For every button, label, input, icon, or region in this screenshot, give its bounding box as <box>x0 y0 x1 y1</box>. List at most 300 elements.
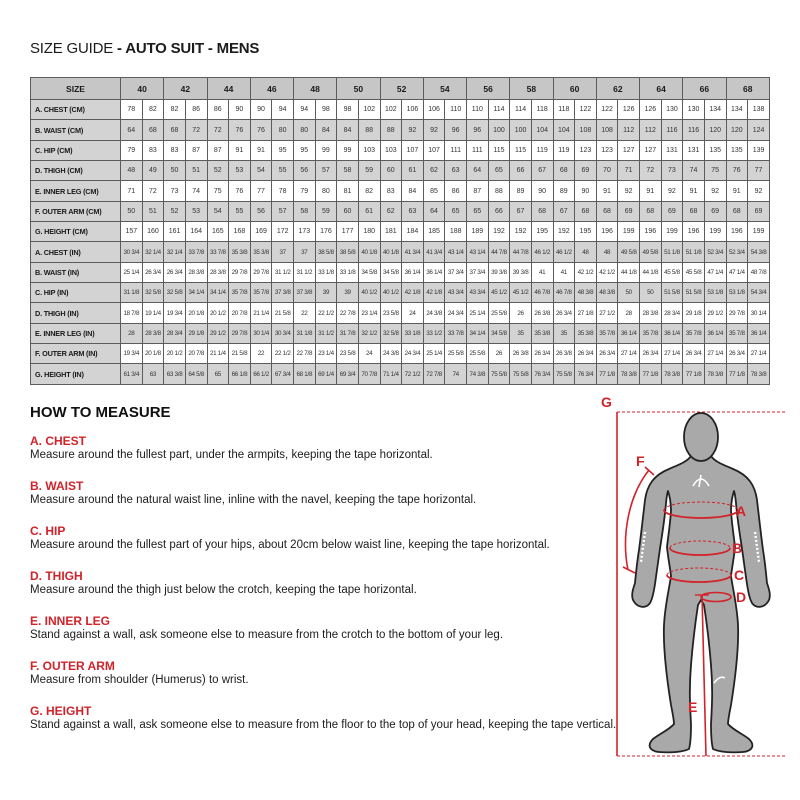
value-cell: 196 <box>640 222 662 242</box>
value-cell: 75 <box>704 161 726 181</box>
size-column-header: 52 <box>380 78 423 100</box>
value-cell: 28 <box>121 323 143 343</box>
value-cell: 61 3/4 <box>121 364 143 385</box>
value-cell: 68 <box>164 120 186 140</box>
value-cell: 31 1/2 <box>272 262 294 282</box>
value-cell: 95 <box>272 140 294 160</box>
value-cell: 44 7/8 <box>488 242 510 262</box>
value-cell: 43 3/4 <box>445 283 467 303</box>
value-cell: 40 1/8 <box>380 242 402 262</box>
value-cell: 56 <box>250 201 272 221</box>
value-cell: 126 <box>618 100 640 120</box>
value-cell: 26 3/4 <box>726 344 748 364</box>
value-cell: 68 <box>683 201 705 221</box>
value-cell: 37 3/4 <box>445 262 467 282</box>
value-cell: 25 1/4 <box>121 262 143 282</box>
value-cell: 100 <box>510 120 532 140</box>
value-cell: 78 3/8 <box>704 364 726 385</box>
row-label-cell: E. INNER LEG (IN) <box>31 323 121 343</box>
size-table-row <box>31 161 770 181</box>
value-cell: 35 <box>510 323 532 343</box>
value-cell: 35 7/8 <box>683 323 705 343</box>
value-cell: 161 <box>164 222 186 242</box>
value-cell: 92 <box>748 181 770 201</box>
value-cell: 79 <box>294 181 316 201</box>
figure-label-hip: C <box>734 567 745 583</box>
value-cell: 66 1/8 <box>229 364 251 385</box>
value-cell: 119 <box>531 140 553 160</box>
value-cell: 82 <box>142 100 164 120</box>
value-cell: 92 <box>661 181 683 201</box>
value-cell: 24 3/4 <box>402 344 424 364</box>
value-cell: 51 1/8 <box>683 242 705 262</box>
value-cell: 25 5/8 <box>467 344 489 364</box>
value-cell: 71 1/4 <box>380 364 402 385</box>
value-cell: 106 <box>423 100 445 120</box>
value-cell: 60 <box>337 201 359 221</box>
value-cell: 91 <box>229 140 251 160</box>
size-column-header: 58 <box>510 78 553 100</box>
row-label-cell: A. CHEST (CM) <box>31 100 121 120</box>
value-cell: 54 3/4 <box>748 283 770 303</box>
value-cell: 51 <box>142 201 164 221</box>
value-cell: 91 <box>250 140 272 160</box>
value-cell: 28 <box>618 303 640 323</box>
value-cell: 36 1/4 <box>748 323 770 343</box>
value-cell: 82 <box>358 181 380 201</box>
value-cell: 37 <box>294 242 316 262</box>
size-table-row <box>31 181 770 201</box>
value-cell: 31 1/2 <box>294 262 316 282</box>
measure-item-text: Stand against a wall, ask someone else to measure from the floor to the top of your head, keeping the tape vertical. <box>30 719 617 731</box>
value-cell: 59 <box>315 201 337 221</box>
value-cell: 35 7/8 <box>726 323 748 343</box>
value-cell: 77 1/8 <box>726 364 748 385</box>
value-cell: 34 5/8 <box>358 262 380 282</box>
value-cell: 33 1/2 <box>423 323 445 343</box>
value-cell: 50 <box>121 201 143 221</box>
size-column-header: 48 <box>294 78 337 100</box>
value-cell: 43 3/4 <box>467 283 489 303</box>
size-table-row <box>31 120 770 140</box>
value-cell: 54 3/8 <box>748 242 770 262</box>
value-cell: 61 <box>402 161 424 181</box>
measure-item <box>30 704 617 733</box>
size-table-header-row <box>31 78 770 100</box>
value-cell: 26 <box>488 344 510 364</box>
size-column-header: 60 <box>553 78 596 100</box>
figure-label-inner-leg: E <box>688 699 698 715</box>
value-cell: 86 <box>185 100 207 120</box>
measure-item-label: C. HIP <box>30 524 66 538</box>
size-table-row <box>31 344 770 364</box>
value-cell: 28 3/8 <box>142 323 164 343</box>
value-cell: 39 3/8 <box>488 262 510 282</box>
value-cell: 29 7/8 <box>229 262 251 282</box>
value-cell: 157 <box>121 222 143 242</box>
value-cell: 70 <box>596 161 618 181</box>
value-cell: 114 <box>488 100 510 120</box>
value-cell: 33 7/8 <box>185 242 207 262</box>
value-cell: 106 <box>402 100 424 120</box>
value-cell: 68 <box>575 201 597 221</box>
value-cell: 83 <box>142 140 164 160</box>
value-cell: 118 <box>531 100 553 120</box>
value-cell: 40 1/2 <box>380 283 402 303</box>
value-cell: 20 7/8 <box>185 344 207 364</box>
value-cell: 74 3/8 <box>467 364 489 385</box>
value-cell: 44 1/8 <box>640 262 662 282</box>
value-cell: 28 3/4 <box>661 303 683 323</box>
size-column-header: 54 <box>423 78 466 100</box>
value-cell: 120 <box>704 120 726 140</box>
value-cell: 87 <box>207 140 229 160</box>
value-cell: 196 <box>596 222 618 242</box>
size-column-header: 68 <box>726 78 770 100</box>
value-cell: 36 1/4 <box>402 262 424 282</box>
value-cell: 90 <box>229 100 251 120</box>
value-cell: 123 <box>575 140 597 160</box>
value-cell: 169 <box>250 222 272 242</box>
size-table-row <box>31 222 770 242</box>
measure-item <box>30 524 605 553</box>
value-cell: 65 <box>207 364 229 385</box>
measure-item-text: Measure around the fullest part, under the armpits, keeping the tape horizontal. <box>30 449 433 461</box>
size-table-row <box>31 283 770 303</box>
value-cell: 35 7/8 <box>250 283 272 303</box>
value-cell: 22 1/2 <box>315 303 337 323</box>
value-cell: 68 <box>640 201 662 221</box>
value-cell: 130 <box>661 100 683 120</box>
value-cell: 89 <box>553 181 575 201</box>
value-cell: 108 <box>596 120 618 140</box>
value-cell: 28 3/4 <box>164 323 186 343</box>
value-cell: 32 5/8 <box>164 283 186 303</box>
value-cell: 134 <box>726 100 748 120</box>
value-cell: 20 7/8 <box>229 303 251 323</box>
value-cell: 37 3/4 <box>467 262 489 282</box>
measure-item <box>30 569 605 598</box>
value-cell: 185 <box>423 222 445 242</box>
size-column-header: 44 <box>207 78 250 100</box>
value-cell: 41 3/4 <box>402 242 424 262</box>
value-cell: 96 <box>445 120 467 140</box>
page-title-bold: - AUTO SUIT - MENS <box>116 40 260 57</box>
figure-label-height: G <box>601 394 612 410</box>
value-cell: 42 1/8 <box>402 283 424 303</box>
value-cell: 34 1/4 <box>185 283 207 303</box>
row-label-cell: F. OUTER ARM (IN) <box>31 344 121 364</box>
value-cell: 65 <box>488 161 510 181</box>
value-cell: 199 <box>618 222 640 242</box>
value-cell: 26 3/8 <box>531 303 553 323</box>
measure-item <box>30 434 605 463</box>
value-cell: 189 <box>467 222 489 242</box>
value-cell: 48 3/8 <box>575 283 597 303</box>
value-cell: 25 1/4 <box>423 344 445 364</box>
value-cell: 30 3/4 <box>121 242 143 262</box>
value-cell: 69 <box>618 201 640 221</box>
value-cell: 103 <box>380 140 402 160</box>
value-cell: 168 <box>229 222 251 242</box>
measure-list <box>30 434 617 749</box>
value-cell: 72 <box>207 120 229 140</box>
value-cell: 65 <box>445 201 467 221</box>
value-cell: 88 <box>358 120 380 140</box>
measure-item <box>30 614 605 643</box>
size-table-row <box>31 140 770 160</box>
value-cell: 54 <box>207 201 229 221</box>
value-cell: 28 3/8 <box>207 262 229 282</box>
value-cell: 65 <box>467 201 489 221</box>
value-cell: 22 <box>294 303 316 323</box>
value-cell: 34 5/8 <box>380 262 402 282</box>
value-cell: 62 <box>423 161 445 181</box>
row-label-cell: B. WAIST (CM) <box>31 120 121 140</box>
value-cell: 31 1/8 <box>121 283 143 303</box>
value-cell: 27 1/8 <box>575 303 597 323</box>
value-cell: 86 <box>207 100 229 120</box>
value-cell: 112 <box>640 120 662 140</box>
value-cell: 32 1/4 <box>142 242 164 262</box>
value-cell: 45 5/8 <box>661 262 683 282</box>
how-to-measure-title: HOW TO MEASURE <box>30 404 171 421</box>
value-cell: 31 1/2 <box>315 323 337 343</box>
value-cell: 82 <box>164 100 186 120</box>
value-cell: 131 <box>683 140 705 160</box>
value-cell: 50 <box>164 161 186 181</box>
row-label-cell: D. THIGH (CM) <box>31 161 121 181</box>
value-cell: 32 5/8 <box>380 323 402 343</box>
value-cell: 25 1/4 <box>467 303 489 323</box>
value-cell: 115 <box>488 140 510 160</box>
row-label-cell: G. HEIGHT (CM) <box>31 222 121 242</box>
value-cell: 64 5/8 <box>185 364 207 385</box>
value-cell: 25 5/8 <box>488 303 510 323</box>
value-cell: 79 <box>121 140 143 160</box>
value-cell: 66 <box>510 161 532 181</box>
value-cell: 37 <box>272 242 294 262</box>
value-cell: 59 <box>358 161 380 181</box>
value-cell: 26 3/4 <box>640 344 662 364</box>
value-cell: 104 <box>531 120 553 140</box>
value-cell: 36 1/4 <box>618 323 640 343</box>
value-cell: 46 1/2 <box>553 242 575 262</box>
value-cell: 139 <box>748 140 770 160</box>
value-cell: 26 3/4 <box>553 303 575 323</box>
value-cell: 29 1/2 <box>704 303 726 323</box>
value-cell: 80 <box>294 120 316 140</box>
value-cell: 35 7/8 <box>640 323 662 343</box>
measure-item-label: D. THIGH <box>30 569 83 583</box>
value-cell: 29 1/8 <box>683 303 705 323</box>
value-cell: 26 3/8 <box>553 344 575 364</box>
value-cell: 78 3/8 <box>661 364 683 385</box>
value-cell: 80 <box>315 181 337 201</box>
value-cell: 32 5/8 <box>142 283 164 303</box>
value-cell: 27 1/4 <box>661 344 683 364</box>
measure-item-label: B. WAIST <box>30 479 84 493</box>
value-cell: 51 1/8 <box>661 242 683 262</box>
value-cell: 23 5/8 <box>337 344 359 364</box>
value-cell: 50 <box>618 283 640 303</box>
value-cell: 90 <box>250 100 272 120</box>
value-cell: 134 <box>704 100 726 120</box>
value-cell: 48 <box>596 242 618 262</box>
value-cell: 40 1/2 <box>358 283 380 303</box>
size-table-row <box>31 303 770 323</box>
value-cell: 69 <box>704 201 726 221</box>
value-cell: 76 3/4 <box>531 364 553 385</box>
body-figure <box>595 390 800 790</box>
size-column-header: 46 <box>250 78 293 100</box>
value-cell: 29 1/8 <box>185 323 207 343</box>
value-cell: 192 <box>510 222 532 242</box>
value-cell: 130 <box>683 100 705 120</box>
measure-item-text: Measure from shoulder (Humerus) to wrist. <box>30 674 249 686</box>
value-cell: 63 <box>402 201 424 221</box>
value-cell: 37 3/8 <box>294 283 316 303</box>
value-cell: 51 5/8 <box>661 283 683 303</box>
value-cell: 111 <box>467 140 489 160</box>
value-cell: 24 3/4 <box>445 303 467 323</box>
value-cell: 22 7/8 <box>337 303 359 323</box>
value-cell: 52 3/4 <box>704 242 726 262</box>
size-table-row <box>31 262 770 282</box>
value-cell: 122 <box>596 100 618 120</box>
value-cell: 91 <box>726 181 748 201</box>
size-table-row <box>31 100 770 120</box>
value-cell: 177 <box>337 222 359 242</box>
value-cell: 66 <box>488 201 510 221</box>
measure-item-text: Measure around the natural waist line, inline with the navel, keeping the tape horizontal. <box>30 494 477 506</box>
value-cell: 28 3/8 <box>185 262 207 282</box>
value-cell: 32 1/4 <box>164 242 186 262</box>
value-cell: 49 5/8 <box>640 242 662 262</box>
value-cell: 195 <box>531 222 553 242</box>
value-cell: 52 3/4 <box>726 242 748 262</box>
value-cell: 94 <box>294 100 316 120</box>
value-cell: 196 <box>683 222 705 242</box>
value-cell: 46 7/8 <box>531 283 553 303</box>
value-cell: 47 1/4 <box>704 262 726 282</box>
value-cell: 34 5/8 <box>488 323 510 343</box>
value-cell: 68 <box>553 161 575 181</box>
value-cell: 22 <box>250 344 272 364</box>
value-cell: 85 <box>423 181 445 201</box>
size-table-row <box>31 201 770 221</box>
value-cell: 88 <box>380 120 402 140</box>
value-cell: 41 3/4 <box>423 242 445 262</box>
value-cell: 27 1/4 <box>618 344 640 364</box>
value-cell: 32 1/2 <box>358 323 380 343</box>
value-cell: 33 1/8 <box>337 262 359 282</box>
value-cell: 83 <box>380 181 402 201</box>
value-cell: 84 <box>402 181 424 201</box>
value-cell: 60 <box>380 161 402 181</box>
value-cell: 41 <box>553 262 575 282</box>
value-cell: 78 3/8 <box>748 364 770 385</box>
value-cell: 68 <box>142 120 164 140</box>
value-cell: 87 <box>185 140 207 160</box>
value-cell: 52 <box>164 201 186 221</box>
measure-item-label: E. INNER LEG <box>30 614 111 628</box>
value-cell: 69 <box>575 161 597 181</box>
value-cell: 48 3/8 <box>596 283 618 303</box>
value-cell: 81 <box>337 181 359 201</box>
value-cell: 63 <box>445 161 467 181</box>
value-cell: 68 <box>726 201 748 221</box>
value-cell: 24 3/8 <box>380 344 402 364</box>
value-cell: 56 <box>294 161 316 181</box>
value-cell: 29 7/8 <box>229 323 251 343</box>
value-cell: 64 <box>467 161 489 181</box>
measure-item-text: Measure around the thigh just below the crotch, keeping the tape horizontal. <box>30 584 417 596</box>
value-cell: 53 1/8 <box>704 283 726 303</box>
value-cell: 30 1/4 <box>250 323 272 343</box>
value-cell: 67 3/4 <box>272 364 294 385</box>
value-cell: 19 3/4 <box>121 344 143 364</box>
value-cell: 69 1/4 <box>315 364 337 385</box>
value-cell: 37 3/8 <box>272 283 294 303</box>
row-label-cell: G. HEIGHT (IN) <box>31 364 121 385</box>
value-cell: 33 1/8 <box>315 262 337 282</box>
value-cell: 66 1/2 <box>250 364 272 385</box>
value-cell: 119 <box>553 140 575 160</box>
value-cell: 131 <box>661 140 683 160</box>
value-cell: 118 <box>553 100 575 120</box>
row-label-cell: A. CHEST (IN) <box>31 242 121 262</box>
row-label-cell: B. WAIST (IN) <box>31 262 121 282</box>
value-cell: 48 <box>121 161 143 181</box>
value-cell: 55 <box>272 161 294 181</box>
value-cell: 23 1/4 <box>358 303 380 323</box>
value-cell: 20 1/2 <box>207 303 229 323</box>
size-column-header: 40 <box>121 78 164 100</box>
value-cell: 64 <box>121 120 143 140</box>
value-cell: 43 1/4 <box>467 242 489 262</box>
value-cell: 25 5/8 <box>445 344 467 364</box>
measure-item <box>30 659 605 688</box>
value-cell: 70 7/8 <box>358 364 380 385</box>
measure-item-text: Measure around the fullest part of your hips, about 20cm below waist line, keeping the tape horizontal. <box>30 539 550 551</box>
value-cell: 24 3/8 <box>423 303 445 323</box>
value-cell: 90 <box>531 181 553 201</box>
value-cell: 94 <box>272 100 294 120</box>
value-cell: 46 1/2 <box>531 242 553 262</box>
row-label-cell: D. THIGH (IN) <box>31 303 121 323</box>
value-cell: 77 <box>250 181 272 201</box>
value-cell: 68 <box>531 201 553 221</box>
value-cell: 122 <box>575 100 597 120</box>
value-cell: 188 <box>445 222 467 242</box>
value-cell: 76 <box>229 181 251 201</box>
value-cell: 26 <box>510 303 532 323</box>
value-cell: 57 <box>315 161 337 181</box>
value-cell: 180 <box>358 222 380 242</box>
value-cell: 39 <box>337 283 359 303</box>
value-cell: 52 <box>207 161 229 181</box>
value-cell: 21 1/4 <box>207 344 229 364</box>
value-cell: 76 <box>250 120 272 140</box>
value-cell: 99 <box>337 140 359 160</box>
value-cell: 51 <box>185 161 207 181</box>
value-cell: 36 1/4 <box>423 262 445 282</box>
value-cell: 49 <box>142 161 164 181</box>
value-cell: 75 <box>207 181 229 201</box>
value-cell: 72 <box>640 161 662 181</box>
value-cell: 50 <box>640 283 662 303</box>
